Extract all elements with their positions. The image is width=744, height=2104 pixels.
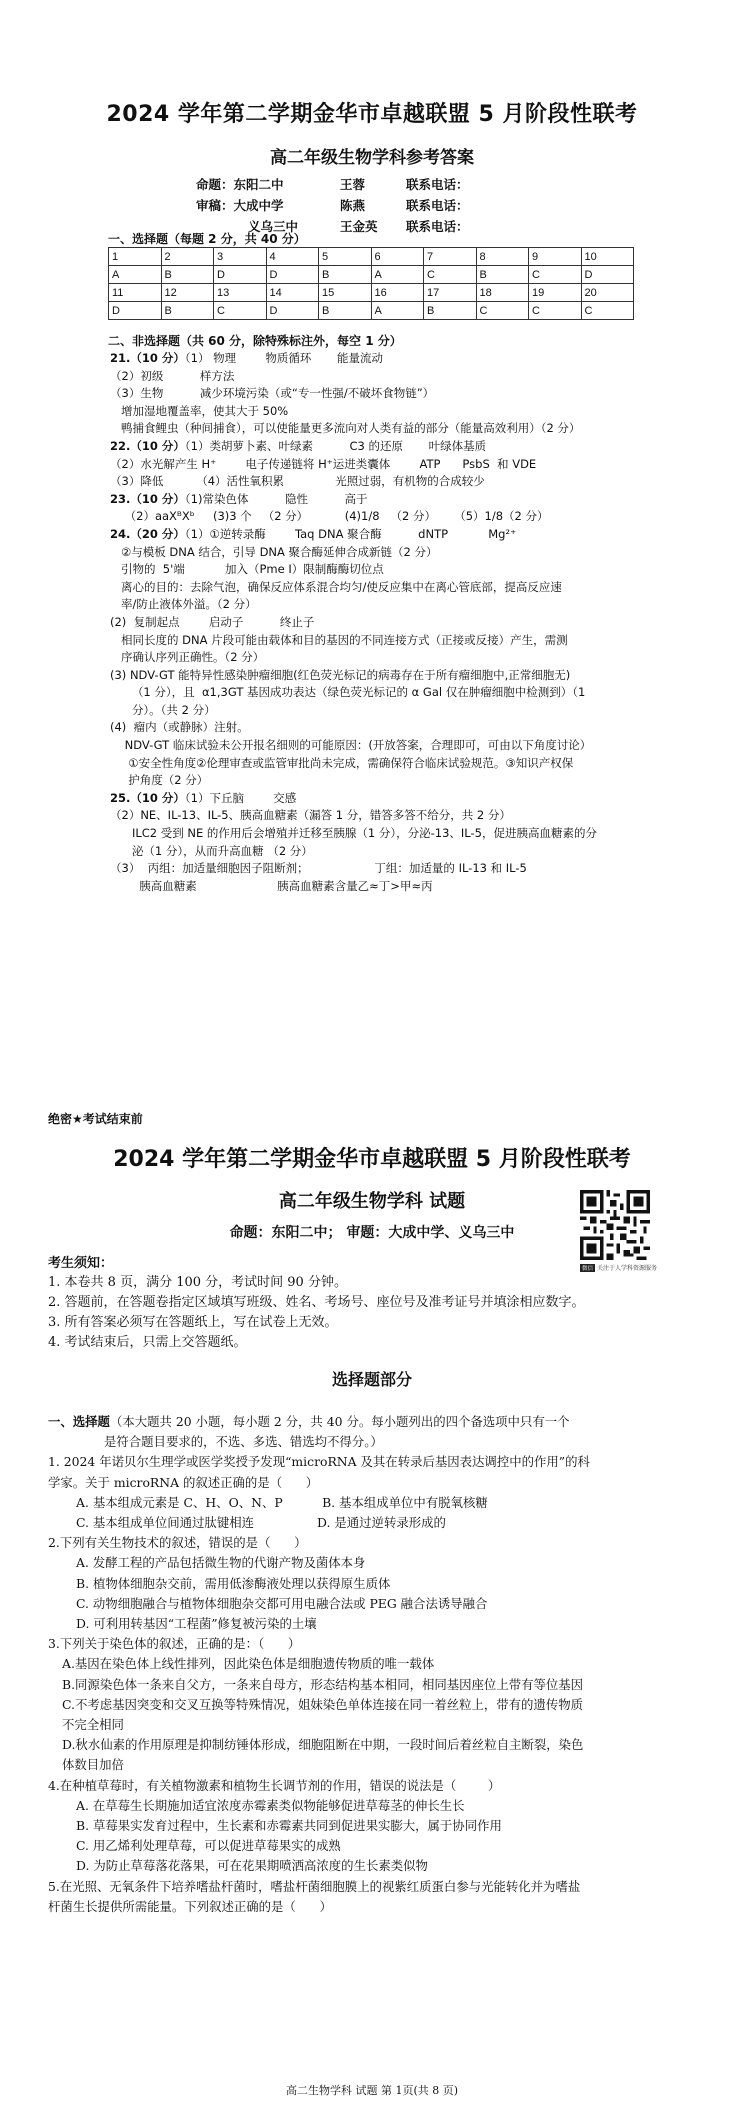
question-lines <box>48 1452 700 1917</box>
question-line: B.同源染色体一条来自父方，一条来自母方，形态结构基本相同，相同基因座位上带有等位基因 <box>62 1676 584 1692</box>
mc-table-cell: 10 <box>581 248 634 266</box>
answer-question-number: 23.（10 分） <box>110 491 185 506</box>
mc-table-cell: C <box>581 302 634 320</box>
answer-question-number: 24.（20 分） <box>110 526 185 541</box>
mc-table-cell: C <box>529 302 582 320</box>
mc-table-row <box>109 248 634 266</box>
qr-badge: 微信 <box>582 1266 594 1272</box>
mc-table-cell: 13 <box>214 284 267 302</box>
question-line: 3.下列关于染色体的叙述，正确的是：（ ） <box>48 1636 301 1652</box>
question-line: B. 植物体细胞杂交前，需用低渗酶液处理以获得原生质体 <box>76 1575 391 1591</box>
question-line: A.基因在染色体上线性排列，因此染色体是细胞遗传物质的唯一载体 <box>62 1656 435 1672</box>
notice-item: 4. 考试结束后，只需上交答题纸。 <box>48 1335 247 1350</box>
mc-table-cell: 7 <box>424 248 477 266</box>
author-role: 审稿：大成中学 <box>196 198 284 213</box>
answer-line: 增加湿地覆盖率，使其大于 50% <box>110 403 289 418</box>
question-line: 4.在种植草莓时，有关植物激素和植物生长调节剂的作用，错误的说法是（ ） <box>48 1777 501 1793</box>
mc-table-cell: D <box>214 266 267 284</box>
answer-line: （3） 丙组：加适量细胞因子阻断剂； 丁组：加适量的 IL-13 和 IL-5 <box>110 861 527 876</box>
question-line: 体数目加倍 <box>62 1757 124 1773</box>
mc-table-cell: B <box>476 266 529 284</box>
mc-table-cell: 8 <box>476 248 529 266</box>
answer-line: ILC2 受到 NE 的作用后会增殖并迁移至胰腺（1 分），分泌-13、IL-5，促进胰高血糖素的分 <box>110 826 597 841</box>
mc-table-cell: C <box>214 302 267 320</box>
author-role: 义乌三中 <box>248 219 299 234</box>
author-contact: 联系电话： <box>406 198 469 213</box>
question-line: A. 基本组成元素是 C、H、O、N、P B. 基本组成单位中有脱氧核糖 <box>76 1494 488 1510</box>
question-line: 1. 2024 年诺贝尔生理学或医学奖授予发现“microRNA 及其在转录后基因表达调控中的作用”的科 <box>48 1454 590 1470</box>
answer-line: 相同长度的 DNA 片段可能由载体和目的基因的不同连接方式（正接或反接）产生，需测 <box>110 632 568 647</box>
mc-table-cell: D <box>266 266 319 284</box>
notice-list <box>48 1273 585 1353</box>
mc-table-cell: B <box>319 302 372 320</box>
mc-table-cell: C <box>529 266 582 284</box>
question-line: D.秋水仙素的作用原理是抑制纺锤体形成，细胞阻断在中期，一段时间后着丝粒自主断裂，染色 <box>62 1737 584 1753</box>
section-heading-bold: 一、选择题 <box>48 1414 110 1429</box>
notice-item: 1. 本卷共 8 页，满分 100 分，考试时间 90 分钟。 <box>48 1275 347 1290</box>
mc-table-cell: 11 <box>109 284 162 302</box>
mc-table-cell: B <box>319 266 372 284</box>
question-line: 杆菌生长提供所需能量。下列叙述正确的是（ ） <box>48 1898 332 1914</box>
question-line: C. 动物细胞融合与植物体细胞杂交都可用电融合法或 PEG 融合法诱导融合 <box>76 1595 488 1611</box>
author-row <box>196 175 469 196</box>
question-area <box>48 1412 700 1917</box>
answer-line: (4) 瘤内（或静脉）注射。 <box>110 720 249 735</box>
author-name: 王金英 <box>340 219 378 234</box>
mc-table-cell: B <box>424 302 477 320</box>
mc-table-cell: 1 <box>109 248 162 266</box>
answer-line: （2）aaXᴮXᵇ (3)3 个 （2 分） (4)1/8 （2 分） （5）1/8（2 分） <box>110 509 549 524</box>
mc-table-row <box>109 302 634 320</box>
answer-key-title: 2024 学年第二学期金华市卓越联盟 5 月阶段性联考 <box>106 102 638 127</box>
question-line: C. 用乙烯利处理草莓，可以促进草莓果实的成熟 <box>76 1838 341 1854</box>
question-line: C.不考虑基因突变和交叉互换等特殊情况，姐妹染色单体连接在同一着丝粒上，带有的遗传物质 <box>62 1696 583 1712</box>
answer-line: 序确认序列正确性。（2 分） <box>110 650 265 665</box>
mc-table-cell: 6 <box>371 248 424 266</box>
mc-table-cell: A <box>371 266 424 284</box>
mc-table-cell: B <box>161 302 214 320</box>
answer-key-subtitle: 高二年级生物学科参考答案 <box>270 148 474 168</box>
answer-key-authors <box>196 175 469 238</box>
question-line: 不完全相同 <box>62 1717 124 1733</box>
mc-table-cell: 4 <box>266 248 319 266</box>
answer-line: （1 分），且 α1,3GT 基因成功表达（绿色荧光标记的 α Gal 仅在肿瘤细胞中检测到）（1 <box>110 685 586 700</box>
question-line: 2.下列有关生物技术的叙述，错误的是（ ） <box>48 1535 307 1551</box>
answer-line: 21.（10 分）（1） 物理 物质循环 能量流动 <box>110 351 383 365</box>
mc-table-cell: 17 <box>424 284 477 302</box>
question-line: D. 可利用转基因“工程菌”修复被污染的土壤 <box>76 1616 317 1632</box>
answer-line: 引物的 5'端 加入（Pme I）限制酶酶切位点 <box>110 562 384 577</box>
mc-table-cell: A <box>109 266 162 284</box>
mc-table-cell: 14 <box>266 284 319 302</box>
section-part-title: 选择题部分 <box>331 1370 412 1389</box>
answer-body <box>110 350 650 895</box>
answer-line: ②与模板 DNA 结合，引导 DNA 聚合酶延伸合成新链（2 分） <box>110 544 438 559</box>
author-contact: 联系电话： <box>406 177 469 192</box>
exam-page <box>0 1110 744 2104</box>
mc-table-cell: 3 <box>214 248 267 266</box>
answer-line: （2）初级 样方法 <box>110 368 235 383</box>
mc-table-cell: C <box>424 266 477 284</box>
answer-line: 率/防止液体外溢。（2 分） <box>110 597 257 612</box>
notice-heading: 考生须知： <box>48 1256 114 1271</box>
mc-table-cell: C <box>476 302 529 320</box>
section-heading-cont: 是符合题目要求的，不选、多选、错选均不得分。） <box>104 1434 383 1450</box>
question-line: A. 发酵工程的产品包括微生物的代谢产物及菌体本身 <box>76 1555 366 1571</box>
answer-line: 分）。（共 2 分） <box>110 702 216 717</box>
exam-authors: 命题：东阳二中； 审题：大成中学、义乌三中 <box>229 1225 515 1241</box>
mc-table-cell: D <box>109 302 162 320</box>
mc-table-cell: 19 <box>529 284 582 302</box>
nonmc-heading: 二、非选择题（共 60 分，除特殊标注外，每空 1 分） <box>108 334 402 348</box>
author-name: 陈燕 <box>340 198 366 213</box>
question-line: B. 草莓果实发育过程中，生长素和赤霉素共同到促进果实膨大，属于协同作用 <box>76 1818 502 1834</box>
mc-table-cell: 5 <box>319 248 372 266</box>
qr-caption: 微信 关注于人学科资源服务 <box>582 1265 658 1272</box>
secret-label: 绝密★考试结束前 <box>48 1112 143 1126</box>
answer-line: （2）水光解产生 H⁺ 电子传递链将 H⁺运进类囊体 ATP PsbS 和 VDE <box>110 456 537 471</box>
answer-line: 22.（10 分）（1）类胡萝卜素、叶绿素 C3 的还原 叶绿体基质 <box>110 438 487 453</box>
answer-line: （3）降低 （4）活性氧积累 光照过弱，有机物的合成较少 <box>110 474 485 489</box>
answer-line: (3) NDV-GT 能特异性感染肿瘤细胞(红色荧光标记的病毒存在于所有瘤细胞中,正常细胞无) <box>110 667 571 682</box>
mc-table-cell: 15 <box>319 284 372 302</box>
mc-table-cell: A <box>371 302 424 320</box>
answer-line: 护角度（2 分） <box>110 773 209 788</box>
mc-answer-table <box>108 247 634 320</box>
answer-line: 24.（20 分）（1）①逆转录酶 Taq DNA 聚合酶 dNTP Mg²⁺ <box>110 526 517 541</box>
mc-table-row <box>109 266 634 284</box>
mc-table-cell: 18 <box>476 284 529 302</box>
exam-subtitle: 高二年级生物学科 试题 <box>278 1191 466 1212</box>
answer-question-number: 25.（10 分） <box>110 790 185 805</box>
author-row <box>196 196 469 217</box>
exam-title: 2024 学年第二学期金华市卓越联盟 5 月阶段性联考 <box>113 1147 631 1172</box>
author-contact: 联系电话： <box>406 219 469 234</box>
answer-line: 泌（1 分），从而升高血糖 （2 分） <box>110 843 313 858</box>
answer-line: 鸭捕食鲤虫（种间捕食），可以使能量更多流向对人类有益的部分（能量高效利用）（2 分） <box>110 421 581 436</box>
notice-item: 2. 答题前，在答题卷指定区域填写班级、姓名、考场号、座位号及准考证号并填涂相应数字。 <box>48 1295 585 1310</box>
question-line: A. 在草莓生长期施加适宜浓度赤霉素类似物能够促进草莓茎的伸长生长 <box>76 1797 465 1813</box>
mc-table-cell: 20 <box>581 284 634 302</box>
question-line: C. 基本组成单位间通过肽键相连 D. 是通过逆转录形成的 <box>76 1515 446 1531</box>
mc-table-cell: B <box>161 266 214 284</box>
author-name: 王蓉 <box>340 177 366 192</box>
mc-table-cell: D <box>266 302 319 320</box>
mc-table-cell: D <box>581 266 634 284</box>
question-line: 学家。关于 microRNA 的叙述正确的是（ ） <box>48 1474 319 1490</box>
mc-table-cell: 16 <box>371 284 424 302</box>
answer-line: 胰高血糖素 胰高血糖素含量乙≈丁>甲≈丙 <box>110 878 433 893</box>
question-line: 5.在光照、无氧条件下培养嗜盐杆菌时，嗜盐杆菌细胞膜上的视紫红质蛋白参与光能转化并为嗜盐 <box>48 1878 581 1894</box>
qr-code-icon <box>580 1190 650 1260</box>
mc-table-cell: 2 <box>161 248 214 266</box>
answer-line: 23.（10 分）（1)常染色体 隐性 高于 <box>110 491 368 506</box>
answer-line: （2）NE、IL-13、IL-5、胰高血糖素（漏答 1 分，错答多答不给分，共 2 分） <box>110 808 511 823</box>
mc-table-cell: 9 <box>529 248 582 266</box>
question-line: D. 为防止草莓落花落果，可在花果期喷洒高浓度的生长素类似物 <box>76 1858 428 1874</box>
mc-table-cell: 12 <box>161 284 214 302</box>
notice-item: 3. 所有答案必须写在答题纸上，写在试卷上无效。 <box>48 1315 338 1330</box>
answer-line: 25.（10 分）（1）下丘脑 交感 <box>110 790 297 805</box>
answer-line: 离心的目的：去除气泡，确保反应体系混合均匀/使反应集中在离心管底部，提高反应速 <box>110 579 562 594</box>
answer-question-number: 21.（10 分） <box>110 351 185 365</box>
answer-line: ①安全性角度②伦理审查或监管审批尚未完成，需确保符合临床试验规范。③知识产权保 <box>110 755 574 770</box>
answer-line: （3）生物 减少环境污染（或“专一性强/不破坏食物链”） <box>110 386 435 401</box>
answer-line: NDV-GT 临床试验未公开报名细则的可能原因：(开放答案，合理即可，可由以下角度讨论） <box>110 738 592 753</box>
section-heading-text: （本大题共 20 小题，每小题 2 分，共 40 分。每小题列出的四个备选项中只有一个 <box>109 1414 570 1429</box>
page-footer: 高二生物学科 试题 第 1页(共 8 页) <box>285 2084 459 2097</box>
section-heading <box>48 1412 700 1432</box>
mc-heading: 一、选择题（每题 2 分，共 40 分） <box>108 232 306 246</box>
author-role: 命题：东阳二中 <box>196 177 284 192</box>
answer-question-number: 22.（10 分） <box>110 438 185 453</box>
answer-line: (2) 复制起点 启动子 终止子 <box>110 614 315 629</box>
mc-table-row <box>109 284 634 302</box>
